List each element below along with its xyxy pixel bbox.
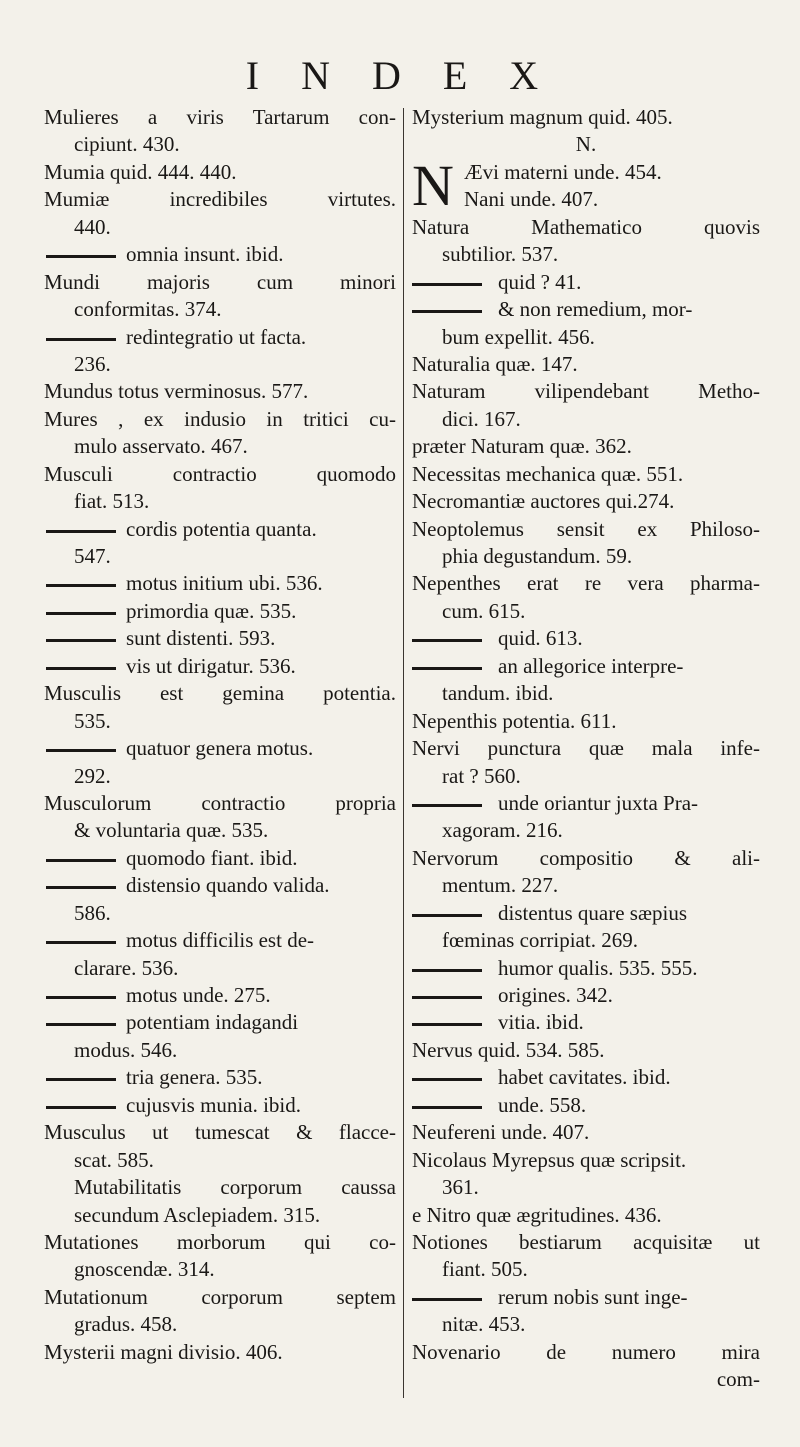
index-entry (44, 214, 396, 241)
index-entry (412, 461, 760, 488)
index-entry (44, 817, 396, 844)
index-entry (412, 955, 760, 982)
index-entry (44, 186, 396, 213)
index-entry (412, 269, 760, 296)
index-entry-text: rerum nobis sunt inge- (498, 1284, 688, 1309)
index-entry-text: Mundus totus verminosus. 577. (44, 379, 309, 404)
index-entry-text: vis ut dirigatur. 536. (126, 653, 296, 678)
index-entry-text: Natura Mathematico quovis (412, 214, 760, 239)
index-entry (44, 433, 396, 460)
index-entry-text: vitia. ibid. (498, 1010, 584, 1035)
drop-cap-initial: N (412, 152, 454, 218)
index-entry-text: Nepenthes erat re vera pharma- (412, 571, 760, 596)
index-entry-text: & voluntaria quæ. 535. (74, 818, 269, 843)
index-entry-text: Necromantiæ auctores qui.274. (412, 489, 675, 514)
index-entry (44, 1119, 396, 1146)
index-entry-text: cipiunt. 430. (74, 132, 180, 157)
index-entry-text: Nervorum compositio & ali- (412, 845, 760, 870)
index-entry (412, 763, 760, 790)
index-entry-text: Nepenthis potentia. 611. (412, 708, 617, 733)
index-entry (44, 104, 396, 131)
index-entry (412, 598, 760, 625)
index-entry (44, 241, 396, 268)
index-entry-text: dici. 167. (442, 406, 521, 431)
index-entry (44, 1009, 396, 1036)
index-entry-text: Naturam vilipendebant Metho- (412, 379, 760, 404)
index-entry-text: gradus. 458. (74, 1312, 178, 1337)
index-entry (44, 845, 396, 872)
index-entry (44, 1256, 396, 1283)
index-entry-text: Neoptolemus sensit ex Philoso- (412, 516, 760, 541)
index-entry (44, 900, 396, 927)
index-entry (412, 1064, 760, 1091)
index-entry-text: e Nitro quæ ægritudines. 436. (412, 1202, 662, 1227)
index-entry (412, 214, 760, 241)
index-entry-text: Mundi majoris cum minori (44, 269, 396, 294)
index-entry-text: motus difficilis est de- (126, 928, 315, 953)
index-entry-text: Musculorum contractio propria (44, 790, 396, 815)
index-entry-text: Nervi punctura quæ mala infe- (412, 736, 760, 761)
index-entry-text: quid. 613. (498, 626, 583, 651)
index-entry (44, 269, 396, 296)
index-entry (44, 625, 396, 652)
index-entry (44, 1311, 396, 1338)
index-entry-text: motus initium ubi. 536. (126, 571, 323, 596)
index-entry (412, 378, 760, 405)
index-entry (412, 241, 760, 268)
index-entry (44, 982, 396, 1009)
index-entry (412, 1174, 760, 1201)
index-entry (412, 433, 760, 460)
index-entry (412, 1229, 760, 1256)
index-entry-text: Mutationum corporum septem (44, 1284, 396, 1309)
index-entry-text: sunt distenti. 593. (126, 626, 276, 651)
index-entry-text: conformitas. 374. (74, 297, 222, 322)
index-entry (412, 708, 760, 735)
index-entry (44, 598, 396, 625)
index-entry (412, 845, 760, 872)
index-entry-text: mulo asservato. 467. (74, 434, 248, 459)
index-entry (412, 186, 760, 213)
index-entry (44, 159, 396, 186)
index-entry-text: cum. 615. (442, 598, 526, 623)
index-entry-text: quatuor genera motus. (126, 736, 314, 761)
index-entry (44, 763, 396, 790)
index-entry-text: Mutabilitatis corporum caussa (74, 1175, 396, 1200)
index-entry-text: gnoscendæ. 314. (74, 1257, 215, 1282)
index-entry (412, 680, 760, 707)
left-column (44, 104, 396, 1366)
index-entry-text: humor qualis. 535. 555. (498, 955, 698, 980)
index-entry-text: Mumiæ incredibiles virtutes. (44, 187, 396, 212)
index-entry (412, 1366, 760, 1393)
index-entry (44, 872, 396, 899)
index-entry-text: phia degustandum. 59. (442, 544, 633, 568)
index-entry (412, 872, 760, 899)
index-entry-text: 440. (74, 214, 111, 239)
index-entry-text: com- (716, 1367, 760, 1392)
index-entry (412, 1147, 760, 1174)
index-entry (412, 1284, 760, 1311)
index-entry-text: unde. 558. (498, 1092, 587, 1117)
index-entry (44, 296, 396, 323)
index-entry (412, 324, 760, 351)
index-entry (44, 488, 396, 515)
index-entry-text: Mulieres a viris Tartarum con- (44, 105, 396, 129)
index-entry (412, 296, 760, 323)
index-entry (412, 790, 760, 817)
index-entry-text: distensio quando valida. (126, 873, 330, 898)
index-entry-text: Necessitas mechanica quæ. 551. (412, 461, 684, 486)
index-entry (412, 1009, 760, 1036)
index-entry (412, 131, 760, 158)
index-entry-text: rat ? 560. (442, 763, 521, 788)
index-entry-text: Notiones bestiarum acquisitæ ut (412, 1229, 760, 1254)
index-entry (412, 543, 760, 570)
index-entry-text: unde oriantur juxta Pra- (498, 790, 699, 815)
index-entry (412, 104, 760, 131)
index-entry-text: Naturalia quæ. 147. (412, 351, 578, 376)
index-entry (412, 570, 760, 597)
index-entry (44, 516, 396, 543)
index-entry (412, 927, 760, 954)
index-entry (44, 790, 396, 817)
index-entry (44, 1092, 396, 1119)
index-entry-text: clarare. 536. (74, 955, 179, 980)
index-entry-text: quomodo fiant. ibid. (126, 845, 298, 870)
index-entry-text: primordia quæ. 535. (126, 598, 297, 623)
index-entry-text: redintegratio ut facta. (126, 324, 307, 349)
index-entry (44, 570, 396, 597)
index-entry (412, 406, 760, 433)
index-entry (412, 1037, 760, 1064)
index-entry (44, 378, 396, 405)
index-entry (44, 406, 396, 433)
index-entry-text: Musculis est gemina potentia. (44, 681, 396, 706)
index-entry (412, 488, 760, 515)
index-entry-text: Mures , ex indusio in tritici cu- (44, 406, 396, 431)
index-entry-text: quid ? 41. (498, 269, 582, 294)
index-entry-text: 586. (74, 900, 111, 925)
right-column (412, 104, 760, 1394)
index-entry-text: Nervus quid. 534. 585. (412, 1037, 605, 1062)
index-entry (44, 1339, 396, 1366)
index-entry-text: potentiam indagandi (126, 1010, 299, 1035)
index-entry-text: Nani unde. 407. (464, 187, 599, 212)
index-entry-text: habet cavitates. ibid. (498, 1065, 671, 1090)
index-entry (44, 927, 396, 954)
index-entry-text: secundum Asclepiadem. 315. (74, 1202, 321, 1227)
index-entry-text: Mysterium magnum quid. 405. (412, 105, 673, 129)
index-entry (412, 1339, 760, 1366)
index-entry (412, 1092, 760, 1119)
index-entry (412, 1202, 760, 1229)
index-entry (44, 1064, 396, 1091)
index-entry-text: subtilior. 537. (442, 242, 559, 267)
index-entry (44, 1174, 396, 1201)
index-entry (44, 1229, 396, 1256)
index-entry-text: cujusvis munia. ibid. (126, 1092, 301, 1117)
page-title: I N D E X (245, 53, 555, 98)
index-entry (412, 982, 760, 1009)
index-entry-text: fœminas corripiat. 269. (442, 928, 638, 953)
index-entry-text: 361. (442, 1175, 479, 1200)
index-entry (44, 708, 396, 735)
index-entry-text: 535. (74, 708, 111, 733)
index-entry (44, 1284, 396, 1311)
index-entry (412, 516, 760, 543)
index-entry-text: motus unde. 275. (126, 983, 271, 1007)
index-entry (44, 351, 396, 378)
index-entry-text: N. (575, 132, 597, 157)
index-entry (44, 461, 396, 488)
index-entry (412, 625, 760, 652)
index-entry (412, 900, 760, 927)
index-entry-text: Musculus ut tumescat & flacce- (44, 1120, 396, 1145)
index-entry-text: distentus quare sæpius (498, 900, 687, 925)
index-entry (412, 1311, 760, 1338)
index-entry-text: Mysterii magni divisio. 406. (44, 1339, 283, 1364)
index-entry (44, 1147, 396, 1174)
index-entry-text: & non remedium, mor- (498, 297, 693, 322)
index-entry (44, 1037, 396, 1064)
index-entry-text: 292. (74, 763, 111, 788)
index-entry (412, 1119, 760, 1146)
index-entry-text: bum expellit. 456. (442, 324, 595, 349)
index-entry (44, 680, 396, 707)
index-entry (44, 735, 396, 762)
index-entry-text: fiant. 505. (442, 1257, 528, 1282)
index-entry-text: 236. (74, 351, 111, 376)
index-entry-text: Mutationes morborum qui co- (44, 1229, 396, 1254)
index-entry-text: præter Naturam quæ. 362. (412, 434, 632, 459)
index-entry-text: fiat. 513. (74, 489, 150, 514)
index-entry-text: tria genera. 535. (126, 1065, 263, 1090)
index-entry (412, 817, 760, 844)
index-entry (44, 1202, 396, 1229)
index-entry (44, 955, 396, 982)
index-entry-text: tandum. ibid. (442, 681, 554, 706)
index-entry-text: Mumia quid. 444. 440. (44, 159, 237, 184)
index-entry-text: origines. 342. (498, 983, 613, 1007)
index-entry-text: omnia insunt. ibid. (126, 242, 284, 267)
index-entry-text: xagoram. 216. (442, 818, 563, 843)
index-entry (44, 324, 396, 351)
index-entry-text: nitæ. 453. (442, 1312, 526, 1337)
index-entry-text: 547. (74, 544, 111, 568)
index-entry-text: Neufereni unde. 407. (412, 1120, 590, 1145)
index-entry-text: Musculi contractio quomodo (44, 461, 396, 486)
index-entry (412, 351, 760, 378)
index-entry-text: Ævi materni unde. 454. (464, 159, 662, 184)
index-entry-text: scat. 585. (74, 1147, 154, 1172)
index-entry (412, 653, 760, 680)
index-entry (44, 131, 396, 158)
index-entry-text: modus. 546. (74, 1037, 178, 1062)
column-divider (403, 108, 404, 1398)
index-entry (44, 543, 396, 570)
index-entry (412, 1256, 760, 1283)
index-entry (412, 735, 760, 762)
index-entry-text: an allegorice interpre- (498, 653, 684, 678)
index-entry-text: mentum. 227. (442, 873, 559, 898)
index-entry (44, 653, 396, 680)
index-entry-text: Novenario de numero mira (412, 1339, 760, 1364)
index-entry-text: Nicolaus Myrepsus quæ scripsit. (412, 1147, 687, 1172)
index-entry-text: cordis potentia quanta. (126, 516, 317, 541)
